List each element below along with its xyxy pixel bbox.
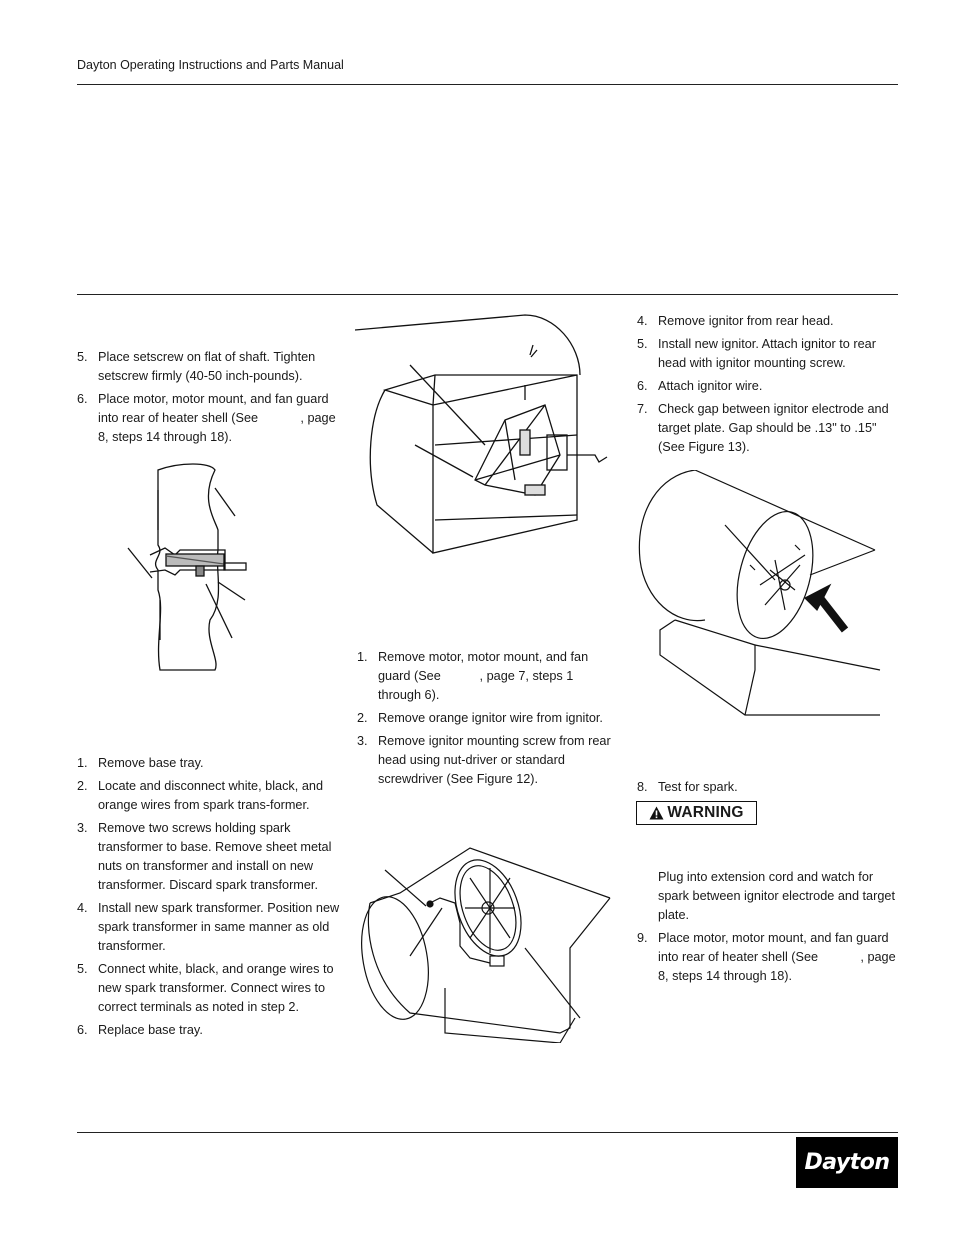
column-3-after-warning [637, 868, 902, 990]
ignitor-gap-figure [635, 470, 885, 720]
list-item: 5. Install new ignitor. Attach ignitor to rear head with ignitor mounting screw. [637, 337, 876, 370]
header-rule [77, 84, 898, 85]
ignitor-removal-figure [360, 828, 620, 1043]
warning-label: WARNING [636, 801, 757, 825]
list-item: 1. Remove motor, motor mount, and fan guard (See , page 7, steps 1 through 6). [357, 650, 589, 702]
warning-triangle-icon [649, 806, 664, 820]
spark-transformer-figure [355, 305, 610, 560]
column-3-top [637, 312, 902, 461]
column-2 [357, 648, 619, 793]
list-item: 1. Remove base tray. [77, 756, 204, 770]
list-item: 8. Test for spark. [637, 780, 738, 794]
column-1-top [77, 348, 342, 451]
list-item: 7. Check gap between ignitor electrode and target plate. Gap should be .13" to .15" (See Figure 13). [637, 402, 889, 454]
list-item: 4. Install new spark transformer. Position new spark transformer in same manner as old transformer. [77, 901, 340, 953]
list-item: 6. Attach ignitor wire. [637, 379, 763, 393]
footer-rule [77, 1132, 898, 1133]
column-3-step8 [637, 778, 902, 801]
list-item: 5. Connect white, black, and orange wires to new spark transformer. Connect wires to correct terminals as noted in step 2. [77, 962, 334, 1014]
list-item: 6. Replace base tray. [77, 1023, 203, 1037]
list-item: 6. Place motor, motor mount, and fan guard into rear of heater shell (See , page 8, steps 14 through 18). [77, 392, 336, 444]
list-item: 2. Locate and disconnect white, black, and orange wires from spark trans-former. [77, 779, 323, 812]
list-item: 9. Place motor, motor mount, and fan guard into rear of heater shell (See , page 8, steps 14 through 18). [637, 931, 896, 983]
running-header: Dayton Operating Instructions and Parts Manual [77, 58, 344, 72]
column-1-bottom [77, 754, 342, 1044]
list-item: 5. Place setscrew on flat of shaft. Tighten setscrew firmly (40-50 inch-pounds). [77, 350, 316, 383]
list-item: 3. Remove two screws holding spark transformer to base. Remove sheet metal nuts on transformer and install on new transformer. Discard spark transformer. [77, 821, 332, 892]
list-item: 4. Remove ignitor from rear head. [637, 314, 834, 328]
dayton-logo: Dayton [796, 1137, 898, 1188]
list-item: 3. Remove ignitor mounting screw from rear head using nut-driver or standard screwdriver (See Figure 12). [357, 734, 611, 786]
section-rule [77, 294, 898, 295]
list-item: 2. Remove orange ignitor wire from ignitor. [357, 711, 603, 725]
spark-test-text: Plug into extension cord and watch for spark between ignitor electrode and target plate. [658, 870, 895, 922]
fan-blade-figure [120, 460, 260, 675]
